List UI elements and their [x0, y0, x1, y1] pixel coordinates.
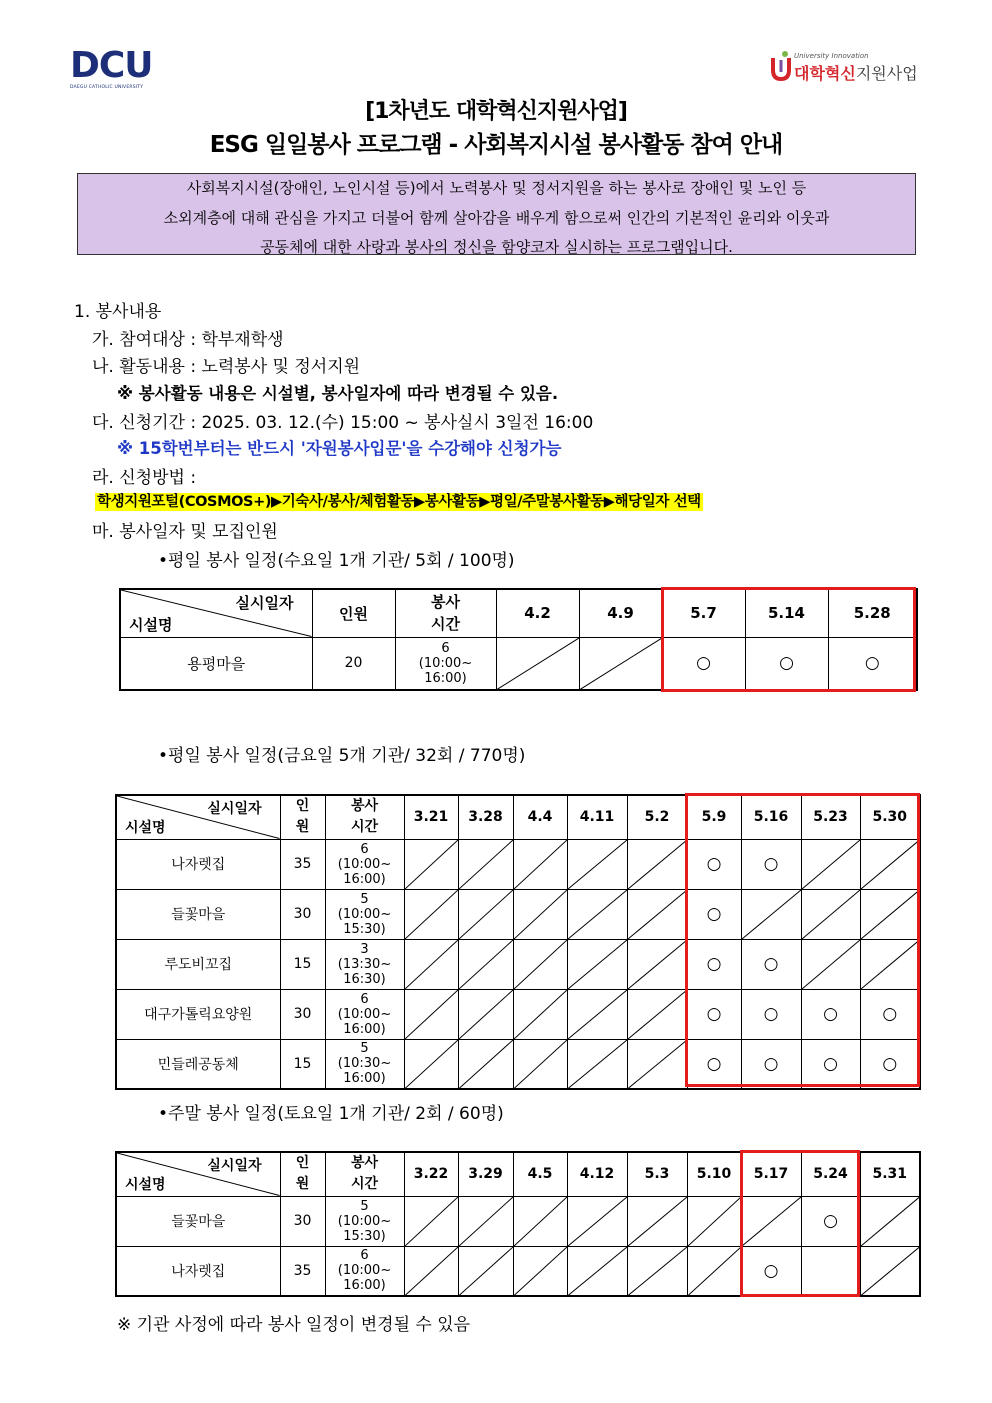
dcu-logo: [70, 45, 153, 90]
table-header-row: [120, 589, 917, 637]
header-date: 5.3: [627, 1152, 687, 1196]
corner-date-label: 실시일자: [207, 801, 262, 817]
unavailable-slash-icon: [568, 1197, 627, 1246]
unavailable-slash-icon: [742, 890, 801, 939]
schedule-cell: [627, 1246, 687, 1296]
schedule-cell: [579, 637, 662, 690]
unavailable-slash-icon: [742, 1197, 801, 1246]
service-hours: 6 (10:00~ 16:00): [325, 839, 404, 889]
method-path-wrap: [95, 490, 703, 511]
unavailable-slash-icon: [688, 1247, 741, 1296]
schedule-cell: [801, 1196, 860, 1246]
header-corner-cell: [120, 589, 312, 637]
unavailable-slash-icon: [459, 940, 513, 989]
schedule-cell: [860, 839, 920, 889]
university-innovation-logo: [770, 50, 930, 82]
people-count: 30: [280, 989, 325, 1039]
schedule-cell: [741, 1246, 801, 1296]
schedule-cell: [801, 889, 860, 939]
schedule-cell: [801, 989, 860, 1039]
people-count: 20: [312, 637, 395, 690]
scheduled-circle-icon: ○: [706, 1004, 722, 1024]
method-path: 학생지원포털(COSMOS+)▶기숙사/봉사/체험활동▶봉사활동▶평일/주말봉사활동▶해당일자 선택: [97, 494, 701, 510]
scheduled-circle-icon: ○: [696, 653, 711, 674]
item-activity: 나. 활동내용 : 노력봉사 및 정서지원: [92, 357, 361, 377]
table-row: [116, 1039, 920, 1089]
schedule-cell: [627, 839, 687, 889]
schedule-cell: [687, 989, 741, 1039]
facility-name: 나자렛집: [116, 1246, 280, 1296]
people-count: 30: [280, 1196, 325, 1246]
logo-dark-text: 지원사업: [855, 64, 918, 83]
weekend-sat-schedule-table: [115, 1151, 921, 1297]
schedule-cell: [404, 889, 458, 939]
unavailable-slash-icon: [568, 990, 627, 1039]
footer-note: ※ 기관 사정에 따라 봉사 일정이 변경될 수 있음: [117, 1315, 471, 1335]
header-date: 4.2: [496, 589, 579, 637]
unavailable-slash-icon: [405, 940, 458, 989]
unavailable-slash-icon: [514, 840, 567, 889]
unavailable-slash-icon: [405, 1247, 458, 1296]
scheduled-circle-icon: ○: [882, 1004, 898, 1024]
unavailable-slash-icon: [514, 890, 567, 939]
scheduled-circle-icon: ○: [763, 1260, 779, 1281]
unavailable-slash-icon: [628, 890, 687, 939]
schedule-cell: [860, 1039, 920, 1089]
schedule-cell: [801, 839, 860, 889]
corner-date-label: 실시일자: [235, 594, 294, 612]
weekday-fri-schedule-table: [115, 794, 921, 1090]
schedule-cell: [627, 939, 687, 989]
period-note: ※ 15학번부터는 반드시 '자원봉사입문'을 수강해야 신청가능: [117, 439, 562, 458]
schedule-cell: [513, 839, 567, 889]
header-date: 5.28: [828, 589, 917, 637]
schedule-cell: [458, 1039, 513, 1089]
schedule-cell: [458, 939, 513, 989]
header-date: 5.7: [662, 589, 745, 637]
facility-name: 들꽃마을: [116, 889, 280, 939]
service-hours: 6 (10:00~ 16:00): [395, 637, 496, 690]
schedule-cell: [567, 939, 627, 989]
service-hours: 5 (10:00~ 15:30): [325, 1196, 404, 1246]
schedule-cell: [567, 989, 627, 1039]
scheduled-circle-icon: ○: [864, 653, 880, 674]
schedule-cell: [404, 939, 458, 989]
unavailable-slash-icon: [628, 940, 687, 989]
unavailable-slash-icon: [405, 1040, 458, 1089]
unavailable-slash-icon: [861, 1197, 920, 1246]
schedule-cell: [860, 1246, 920, 1296]
facility-name: 민들레공동체: [116, 1039, 280, 1089]
service-hours: 5 (10:30~ 16:00): [325, 1039, 404, 1089]
schedule-cell: [458, 889, 513, 939]
unavailable-slash-icon: [405, 890, 458, 939]
header-people: 인 원: [280, 795, 325, 839]
schedule-cell: [513, 939, 567, 989]
logo-small-text: University Innovation: [794, 52, 869, 60]
people-count: 30: [280, 889, 325, 939]
service-hours: 5 (10:00~ 15:30): [325, 889, 404, 939]
unavailable-slash-icon: [628, 840, 687, 889]
unavailable-slash-icon: [514, 940, 567, 989]
unavailable-slash-icon: [568, 1040, 627, 1089]
schedule-cell: [741, 939, 801, 989]
unavailable-slash-icon: [628, 1040, 687, 1089]
unavailable-slash-icon: [514, 1247, 567, 1296]
unavailable-slash-icon: [688, 1197, 741, 1246]
schedule-cell: [458, 1196, 513, 1246]
header-date: 5.30: [860, 795, 920, 839]
schedule-cell: [801, 939, 860, 989]
schedule-cell: [404, 1196, 458, 1246]
unavailable-slash-icon: [861, 890, 920, 939]
table-row: [120, 637, 917, 690]
unavailable-slash-icon: [459, 890, 513, 939]
schedule-cell: [801, 1246, 860, 1296]
table-header-row: [116, 795, 920, 839]
scheduled-circle-icon: ○: [882, 1053, 898, 1074]
unavailable-slash-icon: [861, 940, 920, 989]
people-count: 15: [280, 939, 325, 989]
service-hours: 6 (10:00~ 16:00): [325, 989, 404, 1039]
schedule-cell: [741, 839, 801, 889]
unavailable-slash-icon: [802, 940, 860, 989]
unavailable-slash-icon: [497, 638, 579, 690]
header-date: 4.11: [567, 795, 627, 839]
table1-caption: •평일 봉사 일정(수요일 1개 기관/ 5회 / 100명): [158, 551, 515, 571]
header-date: 5.31: [860, 1152, 920, 1196]
scheduled-circle-icon: ○: [706, 1053, 722, 1074]
corner-facility-label: 시설명: [129, 615, 173, 634]
schedule-cell: [687, 839, 741, 889]
table-row: [116, 889, 920, 939]
schedule-cell: [860, 939, 920, 989]
header-date: 3.21: [404, 795, 458, 839]
unavailable-slash-icon: [459, 1040, 513, 1089]
unavailable-slash-icon: [568, 940, 627, 989]
header-date: 4.5: [513, 1152, 567, 1196]
schedule-cell: [741, 1196, 801, 1246]
unavailable-slash-icon: [802, 840, 860, 889]
schedule-cell: [627, 889, 687, 939]
header-date: 5.2: [627, 795, 687, 839]
intro-line-2: 소외계층에 대해 관심을 가지고 더불어 함께 살아감을 배우게 함으로써 인간의 기본적인 윤리와 이웃과: [163, 208, 830, 227]
schedule-cell: [801, 1039, 860, 1089]
schedule-cell: [458, 1246, 513, 1296]
intro-line-1: 사회복지시설(장애인, 노인시설 등)에서 노력봉사 및 정서지원을 하는 봉사로 장애인 및 노인 등: [186, 179, 807, 197]
service-hours: 6 (10:00~ 16:00): [325, 1246, 404, 1296]
scheduled-circle-icon: ○: [823, 1004, 838, 1024]
unavailable-slash-icon: [628, 990, 687, 1039]
schedule-cell: [567, 889, 627, 939]
scheduled-circle-icon: ○: [763, 954, 779, 974]
unavailable-slash-icon: [628, 1247, 687, 1296]
unavailable-slash-icon: [568, 1247, 627, 1296]
schedule-cell: [687, 889, 741, 939]
document-title-line1: [1차년도 대학혁신지원사업]: [365, 99, 627, 124]
schedule-cell: [745, 637, 828, 690]
scheduled-circle-icon: ○: [779, 653, 794, 674]
weekday-wed-schedule-table: [119, 588, 918, 691]
schedule-cell: [567, 1196, 627, 1246]
logo-red-text: 대학혁신: [794, 64, 856, 83]
logo-big-text: [794, 61, 918, 84]
people-count: 15: [280, 1039, 325, 1089]
unavailable-slash-icon: [405, 990, 458, 1039]
schedule-cell: [860, 889, 920, 939]
unavailable-slash-icon: [459, 1247, 513, 1296]
header-hours: 봉사 시간: [325, 1152, 404, 1196]
schedule-cell: [404, 1246, 458, 1296]
schedule-cell: [404, 989, 458, 1039]
scheduled-circle-icon: ○: [706, 854, 722, 874]
intro-line-3: 공동체에 대한 사랑과 봉사의 정신을 함양코자 실시하는 프로그램입니다.: [260, 238, 733, 256]
schedule-cell: [513, 1246, 567, 1296]
schedule-cell: [741, 1039, 801, 1089]
scheduled-circle-icon: ○: [763, 854, 779, 874]
schedule-cell: [513, 889, 567, 939]
schedule-cell: [513, 989, 567, 1039]
unavailable-slash-icon: [802, 890, 860, 939]
schedule-cell: [741, 989, 801, 1039]
schedule-cell: [513, 1039, 567, 1089]
activity-note: ※ 봉사활동 내용은 시설별, 봉사일자에 따라 변경될 수 있음.: [117, 384, 559, 403]
unavailable-slash-icon: [514, 1197, 567, 1246]
item-period: 다. 신청기간 : 2025. 03. 12.(수) 15:00 ~ 봉사실시 3일전 16:00: [92, 413, 594, 433]
section-heading: 1. 봉사내용: [74, 302, 162, 322]
unavailable-slash-icon: [405, 1197, 458, 1246]
header-corner-cell: [116, 795, 280, 839]
scheduled-circle-icon: ○: [763, 1053, 779, 1074]
header-date: 3.22: [404, 1152, 458, 1196]
unavailable-slash-icon: [568, 890, 627, 939]
header-people: 인원: [312, 589, 395, 637]
scheduled-circle-icon: ○: [823, 1053, 838, 1074]
unavailable-slash-icon: [580, 638, 662, 690]
facility-name: 대구가톨릭요양원: [116, 989, 280, 1039]
table2-caption: •평일 봉사 일정(금요일 5개 기관/ 32회 / 770명): [158, 746, 526, 766]
table-row: [116, 989, 920, 1039]
document-title-line2: ESG 일일봉사 프로그램 - 사회복지시설 봉사활동 참여 안내: [209, 132, 783, 158]
unavailable-slash-icon: [861, 840, 920, 889]
header-hours: 봉사 시간: [325, 795, 404, 839]
unavailable-slash-icon: [459, 840, 513, 889]
facility-name: 나자렛집: [116, 839, 280, 889]
schedule-cell: [567, 839, 627, 889]
schedule-cell: [458, 839, 513, 889]
schedule-cell: [741, 889, 801, 939]
schedule-cell: [513, 1196, 567, 1246]
people-count: 35: [280, 1246, 325, 1296]
schedule-cell: [627, 1039, 687, 1089]
table-row: [116, 839, 920, 889]
schedule-cell: [828, 637, 917, 690]
header-date: 4.12: [567, 1152, 627, 1196]
unavailable-slash-icon: [861, 1247, 920, 1296]
schedule-cell: [687, 1196, 741, 1246]
header-date: 3.28: [458, 795, 513, 839]
header-date: 4.4: [513, 795, 567, 839]
schedule-cell: [687, 1039, 741, 1089]
schedule-cell: [662, 637, 745, 690]
dcu-logo-mark: DCU: [70, 45, 153, 86]
header-date: 5.17: [741, 1152, 801, 1196]
schedule-cell: [404, 839, 458, 889]
scheduled-circle-icon: ○: [763, 1004, 779, 1024]
table-row: [116, 1246, 920, 1296]
header-date: 5.14: [745, 589, 828, 637]
unavailable-slash-icon: [514, 990, 567, 1039]
header-date: 4.9: [579, 589, 662, 637]
innovation-u-icon: [770, 50, 792, 82]
header-date: 5.9: [687, 795, 741, 839]
header-date: 5.23: [801, 795, 860, 839]
scheduled-circle-icon: ○: [706, 904, 722, 924]
schedule-cell: [687, 939, 741, 989]
unavailable-slash-icon: [514, 1040, 567, 1089]
corner-date-label: 실시일자: [207, 1158, 262, 1174]
corner-facility-label: 시설명: [125, 1176, 166, 1193]
schedule-cell: [860, 989, 920, 1039]
schedule-cell: [627, 989, 687, 1039]
schedule-cell: [567, 1246, 627, 1296]
unavailable-slash-icon: [459, 1197, 513, 1246]
unavailable-slash-icon: [628, 1197, 687, 1246]
schedule-cell: [687, 1246, 741, 1296]
people-count: 35: [280, 839, 325, 889]
header-hours: 봉사 시간: [395, 589, 496, 637]
schedule-cell: [860, 1196, 920, 1246]
header-corner-cell: [116, 1152, 280, 1196]
table-row: [116, 1196, 920, 1246]
schedule-cell: [567, 1039, 627, 1089]
item-schedule: 마. 봉사일자 및 모집인원: [92, 522, 278, 542]
service-hours: 3 (13:30~ 16:30): [325, 939, 404, 989]
schedule-cell: [458, 989, 513, 1039]
table-header-row: [116, 1152, 920, 1196]
header-date: 5.24: [801, 1152, 860, 1196]
header-date: 3.29: [458, 1152, 513, 1196]
schedule-cell: [496, 637, 579, 690]
intro-box: [77, 173, 916, 255]
unavailable-slash-icon: [405, 840, 458, 889]
corner-facility-label: 시설명: [125, 819, 166, 836]
item-participants: 가. 참여대상 : 학부재학생: [92, 330, 284, 350]
header-date: 5.16: [741, 795, 801, 839]
header-date: 5.10: [687, 1152, 741, 1196]
table3-caption: •주말 봉사 일정(토요일 1개 기관/ 2회 / 60명): [158, 1104, 504, 1124]
scheduled-circle-icon: ○: [706, 954, 722, 974]
item-method: 라. 신청방법 :: [92, 468, 197, 488]
header-people: 인 원: [280, 1152, 325, 1196]
schedule-cell: [404, 1039, 458, 1089]
facility-name: 들꽃마을: [116, 1196, 280, 1246]
table-row: [116, 939, 920, 989]
scheduled-circle-icon: ○: [823, 1211, 838, 1231]
unavailable-slash-icon: [459, 990, 513, 1039]
dcu-logo-subtitle: DAEGU CATHOLIC UNIVERSITY: [70, 85, 144, 90]
facility-name: 루도비꼬집: [116, 939, 280, 989]
schedule-cell: [627, 1196, 687, 1246]
facility-name: 용평마을: [120, 637, 312, 690]
unavailable-slash-icon: [568, 840, 627, 889]
